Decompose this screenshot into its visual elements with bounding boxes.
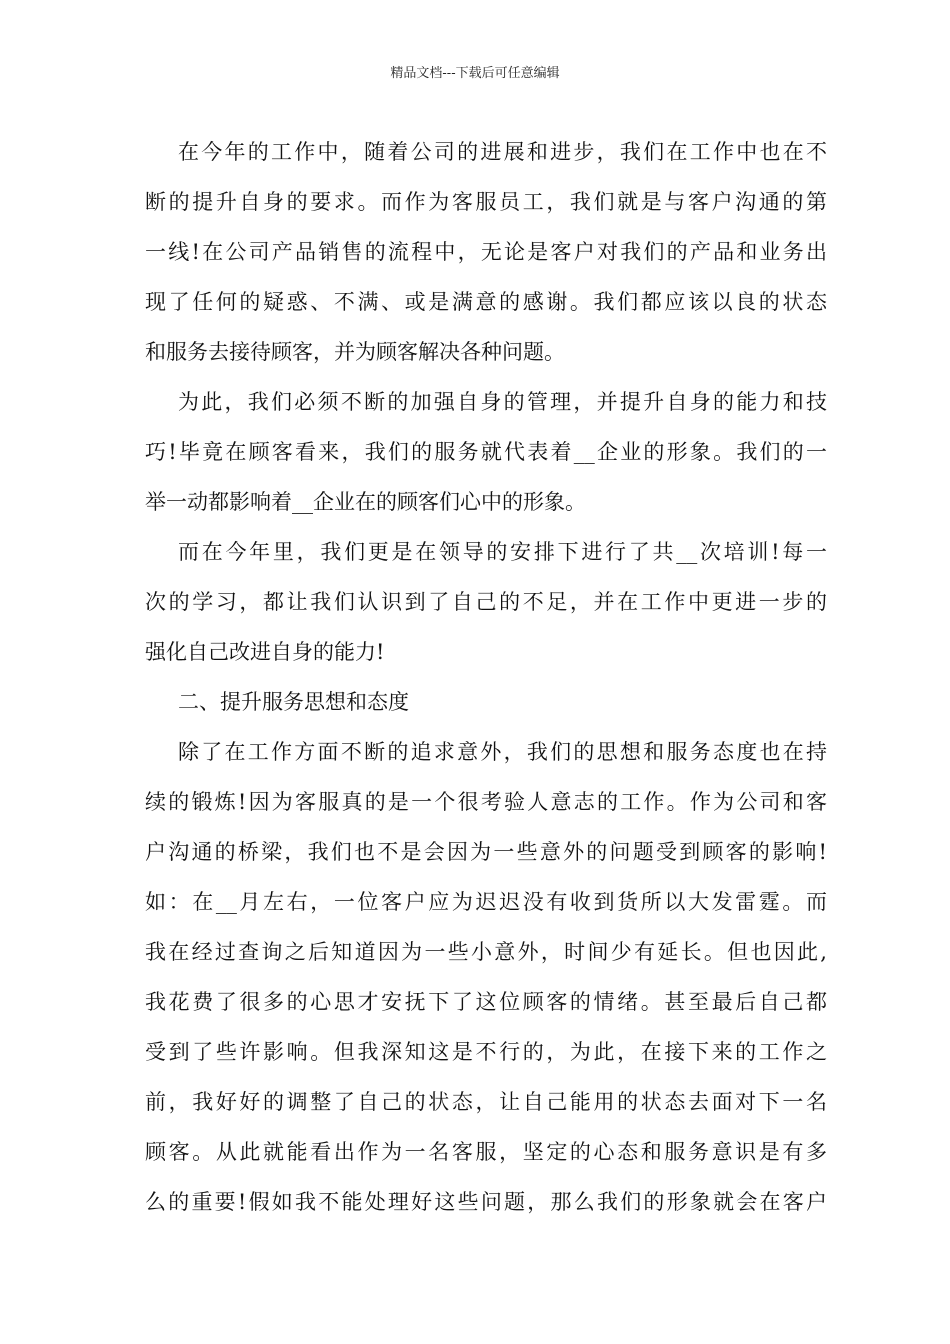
section-heading: 二、提升服务思想和态度 [178, 690, 409, 714]
text-line: 强化自己改进自身的能力! [145, 640, 385, 664]
text-line: 在今年的工作中，随着公司的进展和进步，我们在工作中也在不 [178, 140, 827, 164]
text-line: 举一动都影响着__企业在的顾客们心中的形象。 [145, 490, 586, 514]
text-line: 和服务去接待顾客，并为顾客解决各种问题。 [145, 340, 565, 364]
text-line: 前，我好好的调整了自己的状态，让自己能用的状态去面对下一名 [145, 1090, 827, 1114]
text-line: 么的重要!假如我不能处理好这些问题，那么我们的形象就会在客户 [145, 1190, 827, 1214]
text-line: 顾客。从此就能看出作为一名客服，坚定的心态和服务意识是有多 [145, 1140, 827, 1164]
text-line: 现了任何的疑惑、不满、或是满意的感谢。我们都应该以良的状态 [145, 290, 827, 314]
text-line: 续的锻炼!因为客服真的是一个很考验人意志的工作。作为公司和客 [145, 790, 827, 814]
document-header: 精品文档---下载后可任意编辑 [390, 66, 560, 81]
text-line: 次的学习，都让我们认识到了自己的不足，并在工作中更进一步的 [145, 590, 827, 614]
document-body [145, 127, 827, 1227]
text-line: 我花费了很多的心思才安抚下了这位顾客的情绪。甚至最后自己都 [145, 990, 827, 1014]
text-line: 户沟通的桥梁，我们也不是会因为一些意外的问题受到顾客的影响! [145, 840, 827, 864]
text-line: 为此，我们必须不断的加强自身的管理，并提升自身的能力和技 [178, 390, 827, 414]
text-line: 除了在工作方面不断的追求意外，我们的思想和服务态度也在持 [178, 740, 827, 764]
text-line: 而在今年里，我们更是在领导的安排下进行了共__次培训!每一 [178, 540, 827, 564]
text-line: 我在经过查询之后知道因为一些小意外，时间少有延长。但也因此, [145, 940, 827, 964]
text-line: 受到了些许影响。但我深知这是不行的，为此，在接下来的工作之 [145, 1040, 827, 1064]
text-line: 一线!在公司产品销售的流程中，无论是客户对我们的产品和业务出 [145, 240, 827, 264]
text-line: 如：在__月左右，一位客户应为迟迟没有收到货所以大发雷霆。而 [145, 890, 827, 914]
text-line: 巧!毕竟在顾客看来，我们的服务就代表着__企业的形象。我们的一 [145, 440, 827, 464]
text-line: 断的提升自身的要求。而作为客服员工，我们就是与客户沟通的第 [145, 190, 827, 214]
